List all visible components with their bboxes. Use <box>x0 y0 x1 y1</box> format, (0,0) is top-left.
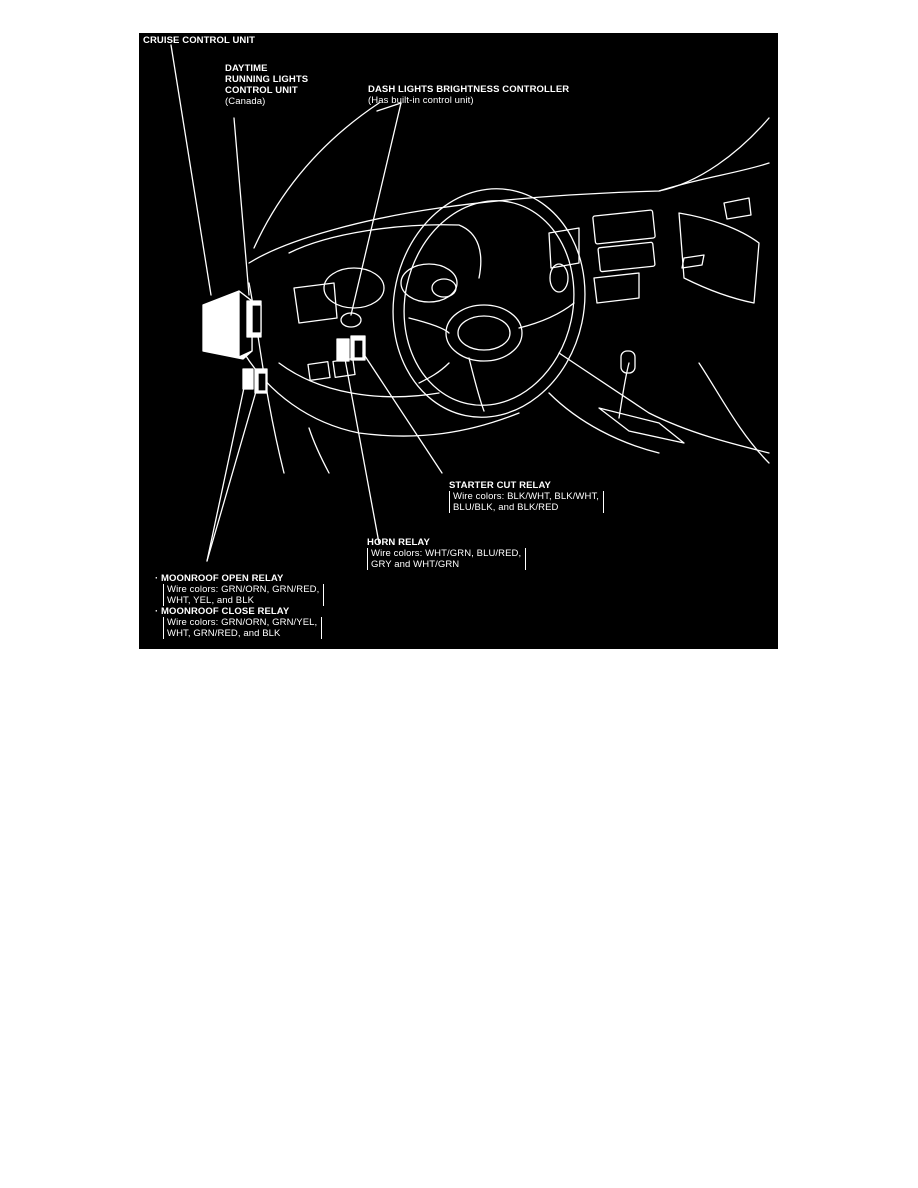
steering-wheel-outer <box>372 171 606 435</box>
label-starter-cut-relay <box>449 480 604 513</box>
steering-hub-inner <box>458 316 510 350</box>
starter-cut-wire-line2: BLU/BLK, and BLK/RED <box>453 502 559 513</box>
moonroof-close-title: · MOONROOF CLOSE RELAY <box>155 606 290 617</box>
leader-moonroof-b <box>207 388 257 561</box>
instrument-hood <box>289 225 481 278</box>
leader-horn <box>345 359 379 543</box>
door-line-left2 <box>309 428 329 473</box>
moonroof-open-wire-line1: Wire colors: GRN/ORN, GRN/RED, <box>167 584 320 595</box>
horn-wire-line2: GRY and WHT/GRN <box>371 559 460 570</box>
moonroof-open-title: · MOONROOF OPEN RELAY <box>155 573 284 584</box>
moonroof-open-wire-line2: WHT, YEL, and BLK <box>167 595 255 606</box>
a-pillar-line <box>254 103 379 248</box>
moonroof-close-wire-line2: WHT, GRN/RED, and BLK <box>167 628 281 639</box>
glovebox-outline <box>679 213 759 303</box>
dash-lights-note: (Has built-in control unit) <box>368 95 474 106</box>
daytime-line2: RUNNING LIGHTS <box>225 74 309 85</box>
daytime-unit-face <box>252 305 261 333</box>
label-dash-lights-controller <box>368 84 569 106</box>
steering-spoke-bottom <box>469 358 484 411</box>
steering-spoke-right <box>519 303 574 328</box>
center-console-lower <box>549 393 659 453</box>
label-horn-relay <box>367 537 526 570</box>
shifter-gate <box>599 408 684 443</box>
horn-relay-wire-colors <box>367 548 526 570</box>
center-console-edge <box>699 363 769 463</box>
moonroof-relay-2-face <box>258 373 266 391</box>
spoke-button-left <box>432 279 456 297</box>
dash-front-edge <box>244 353 519 436</box>
daytime-line1: DAYTIME <box>225 63 268 74</box>
dash-lower-curve <box>279 363 439 397</box>
daytime-line4: (Canada) <box>225 96 266 107</box>
steering-spoke-left <box>409 318 449 333</box>
steering-column <box>419 363 449 383</box>
leader-cruise-control <box>171 45 211 295</box>
climate-panel <box>598 242 655 272</box>
left-vent <box>294 283 337 323</box>
label-moonroof-relays <box>155 573 324 639</box>
dash-top-outline <box>249 118 769 263</box>
center-vent-right <box>594 273 639 303</box>
leader-moonroof-a <box>207 383 245 561</box>
label-cruise-control-unit: CRUISE CONTROL UNIT <box>143 35 256 46</box>
starter-cut-wire-line1: Wire colors: BLK/WHT, BLK/WHT, <box>453 491 600 502</box>
horn-relay-box <box>337 339 349 361</box>
leader-daytime-lights <box>234 118 249 295</box>
moonroof-close-wire-colors <box>163 617 322 639</box>
label-daytime-running-lights <box>225 63 308 107</box>
starter-cut-wire-colors <box>449 491 604 513</box>
glovebox-vent <box>724 198 751 219</box>
moonroof-open-wire-colors <box>163 584 324 606</box>
glovebox-handle <box>682 255 704 268</box>
starter-relay-face <box>354 340 363 358</box>
starter-cut-title: STARTER CUT RELAY <box>449 480 551 491</box>
dashboard-relay-location-diagram <box>139 33 778 649</box>
shifter-lever <box>619 363 629 418</box>
steering-wheel-inner <box>385 185 592 421</box>
daytime-line3: CONTROL UNIT <box>225 85 298 96</box>
moonroof-close-wire-line1: Wire colors: GRN/ORN, GRN/YEL, <box>167 617 318 628</box>
leader-dash-lights <box>351 103 401 315</box>
leader-starter-cut <box>363 353 442 473</box>
dash-lights-title: DASH LIGHTS BRIGHTNESS CONTROLLER <box>368 84 570 95</box>
horn-relay-title: HORN RELAY <box>367 537 430 548</box>
spoke-button-right <box>550 264 568 292</box>
lower-switch-1 <box>308 362 330 381</box>
horn-wire-line1: Wire colors: WHT/GRN, BLU/RED, <box>371 548 522 559</box>
radio-unit <box>593 210 656 244</box>
